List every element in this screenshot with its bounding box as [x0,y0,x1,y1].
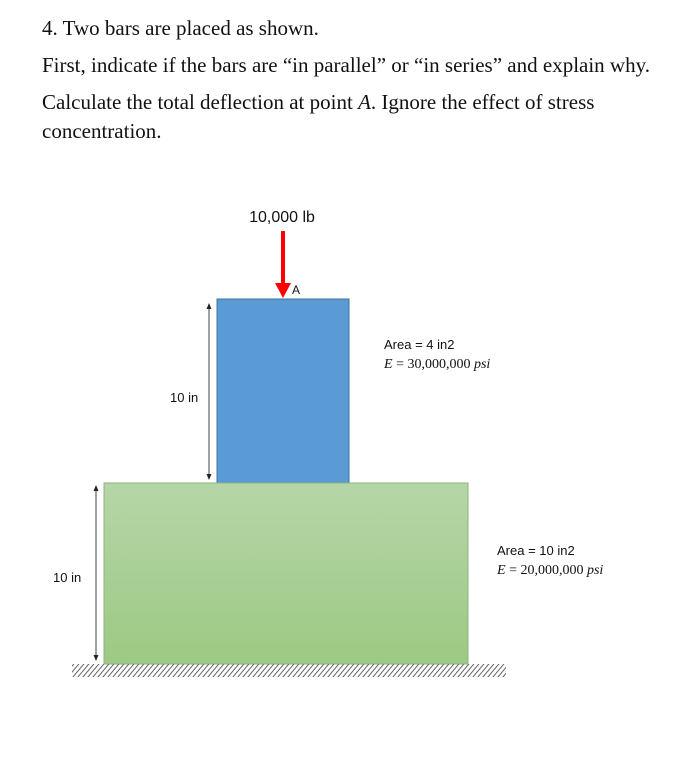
top-bar-height-label: 10 in [170,390,199,405]
top-bar-modulus-unit: psi [473,357,491,372]
bottom-bar-modulus-value: = 20,000,000 [505,563,587,578]
top-bar-modulus-var: E [384,357,393,372]
point-a-ref: A [358,90,371,114]
top-bar [217,299,349,483]
bottom-bar-dimension [94,485,99,661]
bottom-bar-area-label: Area = 10 in2 [497,543,575,558]
bottom-bar-height-label: 10 in [53,570,82,585]
top-bar-modulus-value: = 30,000,000 [392,357,474,372]
load-arrow-icon [275,231,291,298]
problem-line-2: First, indicate if the bars are “in parallel” or “in series” and explain why. [42,53,650,77]
bottom-bar-modulus-unit: psi [586,563,604,578]
point-a-label: A [292,283,301,297]
top-bar-area-label: Area = 4 in2 [384,337,455,352]
ground-hatch [72,664,506,677]
problem-line-3-tail: . Ignore the effect of stress concentration. [42,90,595,143]
problem-line-1: 4. Two bars are placed as shown. [42,16,319,40]
top-bar-dimension [207,303,212,480]
bottom-bar-modulus-label [496,563,603,578]
load-label: 10,000 lb [249,209,315,226]
bottom-bar [104,483,468,664]
top-bar-modulus-label [383,357,490,372]
problem-line-3-text: Calculate the total deflection at point [42,90,359,114]
bottom-bar-modulus-var: E [497,563,506,578]
